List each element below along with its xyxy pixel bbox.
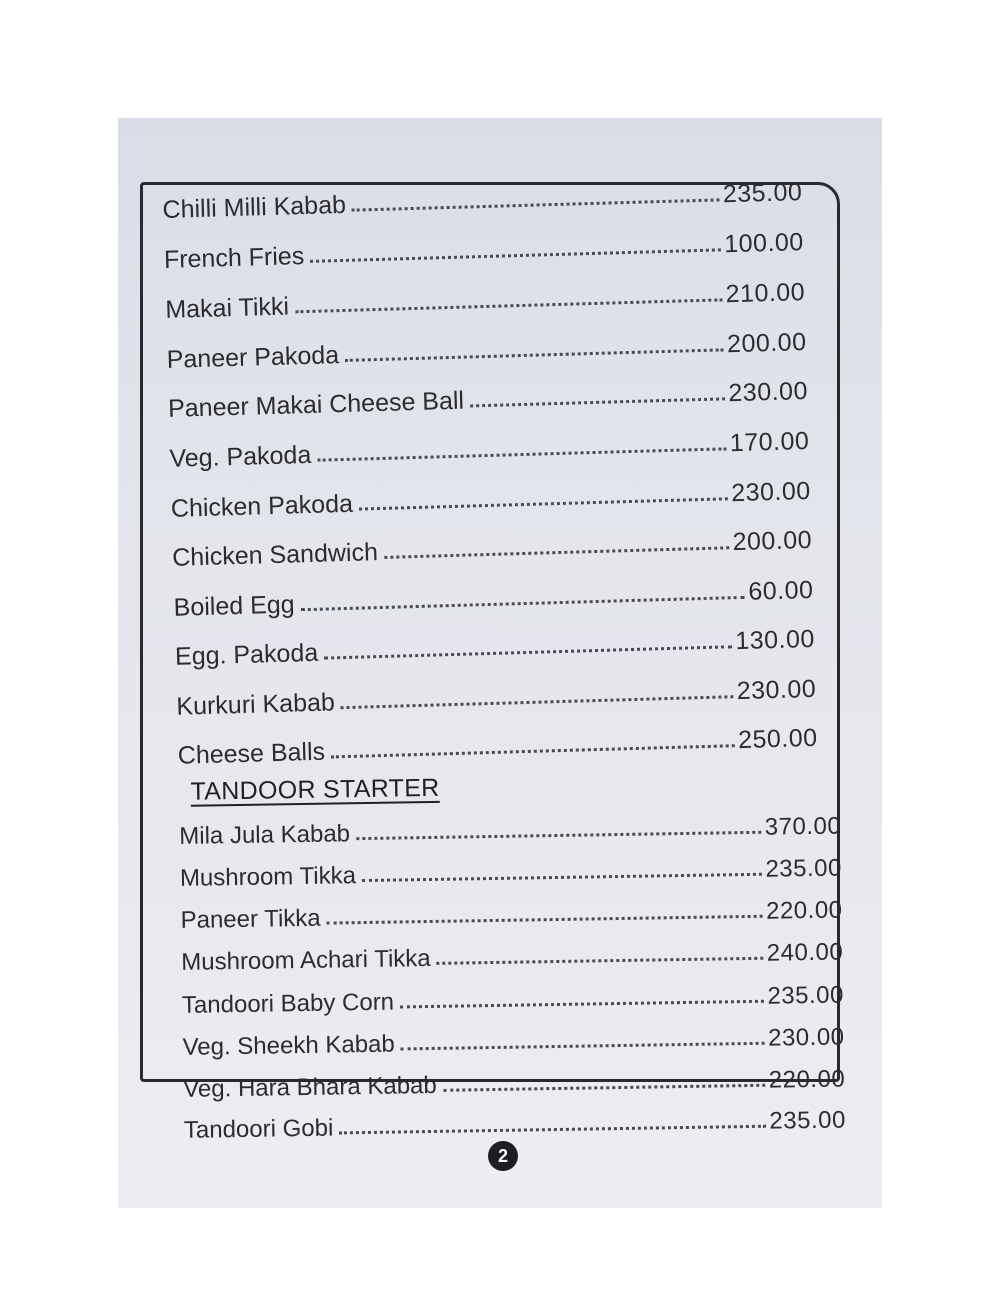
item-price: 200.00 (732, 525, 813, 557)
item-name: Chilli Milli Kabab (162, 190, 347, 224)
item-price: 230.00 (767, 1023, 845, 1052)
menu-item (184, 1106, 846, 1144)
dot-leader (443, 1083, 765, 1092)
item-name: Veg. Pakoda (169, 440, 312, 473)
item-name: Chicken Sandwich (171, 538, 379, 572)
dot-leader (317, 446, 726, 461)
dot-leader (359, 496, 727, 510)
item-name: Tandoori Gobi (183, 1114, 334, 1144)
item-price: 170.00 (729, 427, 810, 458)
dot-leader (362, 872, 762, 882)
item-name: French Fries (163, 242, 305, 274)
item-name: Boiled Egg (173, 590, 295, 622)
menu-content (160, 100, 818, 770)
item-price: 370.00 (764, 812, 842, 841)
item-price: 235.00 (767, 981, 845, 1010)
item-price: 230.00 (728, 377, 809, 408)
dot-leader (400, 999, 763, 1009)
dot-leader (384, 545, 729, 559)
item-name: Paneer Makai Cheese Ball (167, 386, 465, 423)
dot-leader (401, 1041, 764, 1051)
dot-leader (341, 694, 733, 709)
item-name: Cheese Balls (177, 737, 326, 770)
item-price: 210.00 (725, 278, 806, 309)
item-price: 100.00 (723, 228, 805, 259)
item-name: Kurkuri Kabab (176, 688, 336, 721)
item-name: Veg. Sheekh Kabab (182, 1030, 395, 1061)
item-price: 130.00 (734, 624, 816, 656)
item-name: Mushroom Tikka (179, 862, 357, 892)
dot-leader (339, 1124, 765, 1135)
item-price: 200.00 (726, 328, 807, 359)
dot-leader (437, 956, 763, 965)
section-heading: TANDOOR STARTER (190, 773, 440, 806)
dot-leader (470, 396, 725, 407)
item-name: Mila Jula Kabab (179, 820, 351, 850)
item-price: 235.00 (722, 178, 803, 209)
item-name: Paneer Tikka (180, 904, 321, 934)
item-name: Veg. Hara Bhara Kabab (183, 1071, 437, 1103)
dot-leader (327, 914, 763, 925)
menu-page (118, 118, 882, 1208)
item-price: 60.00 (748, 575, 814, 606)
item-price: 230.00 (736, 674, 817, 706)
dot-leader (331, 743, 734, 758)
dot-leader (310, 247, 720, 262)
item-name: Mushroom Achari Tikka (181, 944, 431, 976)
item-name: Makai Tikki (164, 292, 290, 324)
page-number-badge: 2 (488, 1141, 518, 1171)
item-price: 220.00 (768, 1065, 846, 1094)
item-price: 250.00 (737, 723, 818, 755)
dot-leader (295, 297, 722, 313)
dot-leader (352, 197, 719, 211)
item-name: Tandoori Baby Corn (181, 988, 395, 1019)
dot-leader (356, 830, 761, 840)
item-name: Egg. Pakoda (174, 638, 319, 671)
item-price: 230.00 (730, 476, 812, 508)
item-price: 240.00 (766, 938, 844, 967)
item-price: 235.00 (769, 1106, 847, 1135)
item-price: 220.00 (765, 896, 843, 925)
item-name: Chicken Pakoda (170, 489, 354, 523)
item-price: 235.00 (765, 854, 843, 883)
dot-leader (345, 347, 723, 362)
item-name: Paneer Pakoda (166, 341, 340, 374)
dot-leader (324, 644, 731, 659)
